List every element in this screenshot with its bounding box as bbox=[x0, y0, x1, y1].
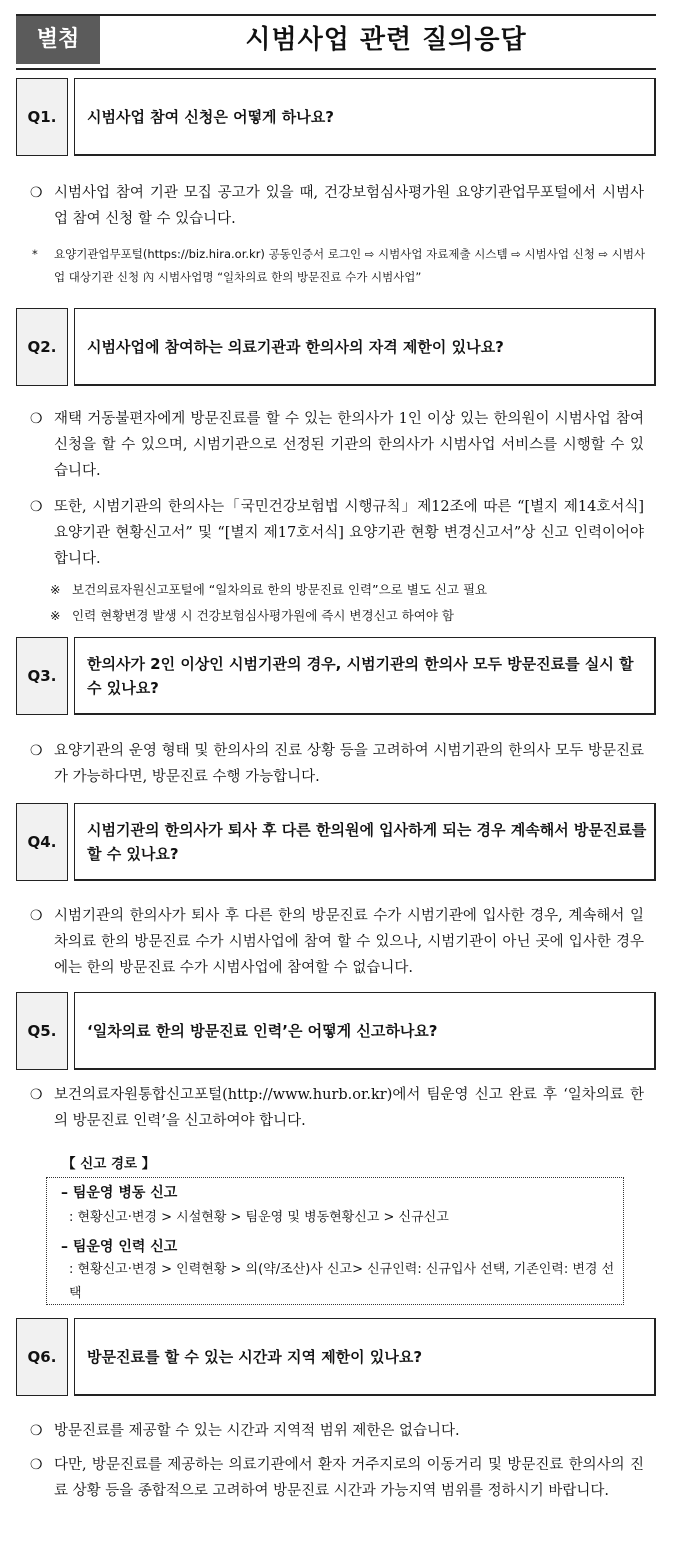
bullet-icon: ❍ bbox=[30, 1457, 43, 1473]
question-text: ‘일차의료 한의 방문진료 인력’은 어떻게 신고하나요? bbox=[74, 992, 656, 1070]
question-number: Q3. bbox=[16, 637, 68, 715]
route-path: : 현황신고·변경 > 시설현황 > 팀운영 및 병동현황신고 > 신규신고 bbox=[69, 1210, 449, 1225]
report-route-label: 【 신고 경로 】 bbox=[62, 1156, 156, 1172]
answer-q2-2 bbox=[30, 494, 644, 572]
bullet-icon: ❍ bbox=[30, 1087, 43, 1103]
route-path: : 현황신고·변경 > 인력현황 > 의(약/조산)사 신고> 신규인력: 신규입사 선택, 기존인력: 변경 선택 bbox=[69, 1262, 615, 1301]
note-q2-2 bbox=[50, 604, 650, 628]
note-q1 bbox=[32, 243, 646, 289]
answer-text: 방문진료를 제공할 수 있는 시간과 지역적 범위 제한은 없습니다. bbox=[54, 1423, 460, 1439]
question-block-q3 bbox=[16, 637, 656, 715]
bullet-icon: ❍ bbox=[30, 185, 43, 201]
answer-text: 요양기관의 운영 형태 및 한의사의 진료 상황 등을 고려하여 시범기관의 한의사 모두 방문진료가 가능하다면, 방문진료 수행 가능합니다. bbox=[54, 743, 644, 785]
question-text: 시범기관의 한의사가 퇴사 후 다른 한의원에 입사하게 되는 경우 계속해서 방문진료를 할 수 있나요? bbox=[74, 803, 656, 881]
question-number: Q4. bbox=[16, 803, 68, 881]
bullet-icon: ❍ bbox=[30, 499, 43, 515]
question-number: Q1. bbox=[16, 78, 68, 156]
note-text: 보건의료자원신고포털에 “일차의료 한의 방문진료 인력”으로 별도 신고 필요 bbox=[72, 582, 488, 597]
answer-q3 bbox=[30, 738, 644, 790]
attachment-tag: 별첨 bbox=[16, 16, 100, 64]
question-text: 시범사업 참여 신청은 어떻게 하나요? bbox=[74, 78, 656, 156]
question-number: Q6. bbox=[16, 1318, 68, 1396]
bullet-icon: ❍ bbox=[30, 908, 43, 924]
question-text: 방문진료를 할 수 있는 시간과 지역 제한이 있나요? bbox=[74, 1318, 656, 1396]
reference-mark: ※ bbox=[50, 608, 61, 623]
answer-text: 시범사업 참여 기관 모집 공고가 있을 때, 건강보험심사평가원 요양기관업무포털에서 시범사업 참여 신청 할 수 있습니다. bbox=[54, 185, 644, 227]
page-header bbox=[16, 14, 656, 70]
route-title: – 팀운영 병동 신고 bbox=[61, 1185, 178, 1201]
route-title: – 팀운영 인력 신고 bbox=[61, 1239, 178, 1255]
reference-mark: ※ bbox=[50, 582, 61, 597]
question-block-q2 bbox=[16, 308, 656, 386]
question-text: 한의사가 2인 이상인 시범기관의 경우, 시범기관의 한의사 모두 방문진료를 실시 할 수 있나요? bbox=[74, 637, 656, 715]
answer-q5 bbox=[30, 1082, 644, 1134]
question-block-q1 bbox=[16, 78, 656, 156]
note-text: 요양기관업무포털(https://biz.hira.or.kr) 공동인증서 로그인 ⇨ 시범사업 자료제출 시스템 ⇨ 시범사업 신청 ⇨ 시범사업 대상기관 신청 內 시범사업명 “일차의료 한의 방문진료 수가 시범사업” bbox=[54, 247, 646, 284]
note-q2-1 bbox=[50, 578, 650, 602]
answer-q4 bbox=[30, 903, 644, 981]
question-number: Q5. bbox=[16, 992, 68, 1070]
page-title: 시범사업 관련 질의응답 bbox=[245, 25, 527, 55]
question-block-q4 bbox=[16, 803, 656, 881]
answer-text: 또한, 시범기관의 한의사는「국민건강보험법 시행규칙」제12조에 따른 “[별지 제14호서식] 요양기관 현황신고서” 및 “[별지 제17호서식] 요양기관 현황 변경신고서”상 신고 인력이어야 합니다. bbox=[54, 499, 644, 567]
answer-q6-1 bbox=[30, 1418, 644, 1444]
answer-q2-1 bbox=[30, 406, 644, 484]
answer-text: 보건의료자원통합신고포털(http://www.hurb.or.kr)에서 팀운영 신고 완료 후 ‘일차의료 한의 방문진료 인력’을 신고하여야 합니다. bbox=[54, 1087, 644, 1129]
asterisk-mark: * bbox=[32, 247, 38, 261]
answer-q6-2 bbox=[30, 1452, 644, 1504]
question-block-q6 bbox=[16, 1318, 656, 1396]
question-block-q5 bbox=[16, 992, 656, 1070]
question-number: Q2. bbox=[16, 308, 68, 386]
answer-text: 재택 거동불편자에게 방문진료를 할 수 있는 한의사가 1인 이상 있는 한의원이 시범사업 참여 신청을 할 수 있으며, 시범기관으로 선정된 기관의 한의사가 시범사업 서비스를 시행할 수 있습니다. bbox=[54, 411, 644, 479]
question-text: 시범사업에 참여하는 의료기관과 한의사의 자격 제한이 있나요? bbox=[74, 308, 656, 386]
answer-text: 다만, 방문진료를 제공하는 의료기관에서 환자 거주지로의 이동거리 및 방문진료 한의사의 진료 상황 등을 종합적으로 고려하여 방문진료 시간과 가능지역 범위를 정하시기 바랍니다. bbox=[54, 1457, 644, 1499]
report-route-box bbox=[46, 1177, 624, 1305]
bullet-icon: ❍ bbox=[30, 411, 43, 427]
bullet-icon: ❍ bbox=[30, 1423, 43, 1439]
note-text: 인력 현황변경 발생 시 건강보험심사평가원에 즉시 변경신고 하여야 함 bbox=[72, 608, 454, 623]
answer-q1 bbox=[30, 180, 644, 232]
bullet-icon: ❍ bbox=[30, 743, 43, 759]
answer-text: 시범기관의 한의사가 퇴사 후 다른 한의 방문진료 수가 시범기관에 입사한 경우, 계속해서 일차의료 한의 방문진료 수가 시범사업에 참여 할 수 있으나, 시범기관이 아닌 곳에 입사한 경우에는 한의 방문진료 수가 시범사업에 참여할 수 없습니다. bbox=[54, 908, 644, 976]
